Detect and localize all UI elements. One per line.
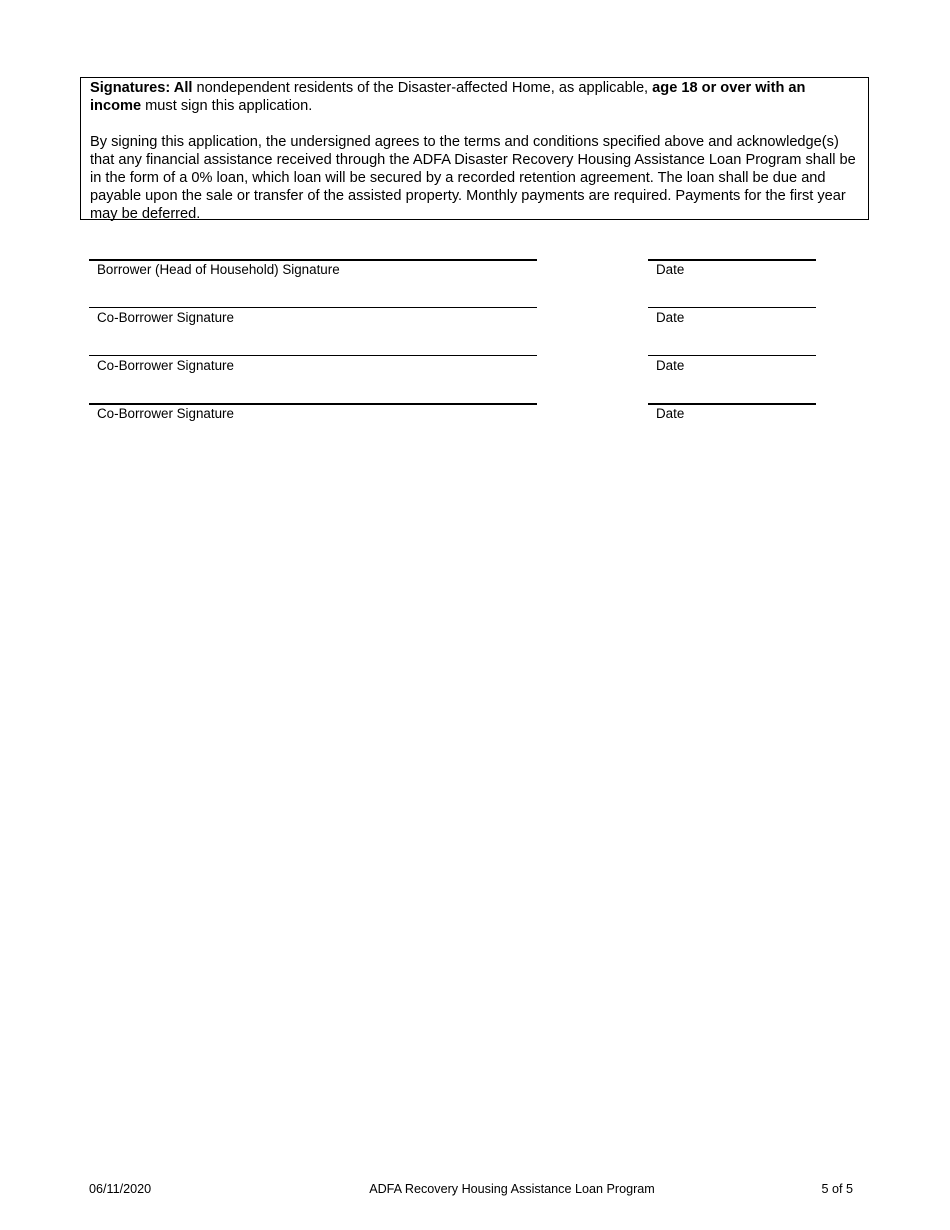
signature-row-co-borrower-3 <box>0 403 950 443</box>
signatures-lead-text: Signatures: All <box>90 80 193 96</box>
footer-date: 06/11/2020 <box>89 1182 152 1196</box>
signature-row-co-borrower-1 <box>0 307 950 347</box>
co-borrower-2-date-label: Date <box>656 358 685 373</box>
co-borrower-1-date-label: Date <box>656 310 685 325</box>
requirement-text-end: must sign this application. <box>141 98 313 114</box>
co-borrower-3-date-line[interactable] <box>648 403 816 405</box>
page-footer <box>0 1181 950 1197</box>
requirement-text: nondependent residents of the Disaster-affected Home, as applicable, <box>192 80 653 96</box>
borrower-date-label: Date <box>656 262 685 277</box>
co-borrower-1-signature-line[interactable] <box>89 307 537 308</box>
signature-row-borrower <box>0 259 950 299</box>
borrower-signature-label: Borrower (Head of Household) Signature <box>97 262 340 277</box>
age-income-text: age 18 or over with an income <box>90 80 806 114</box>
co-borrower-2-signature-line[interactable] <box>89 355 537 356</box>
co-borrower-2-date-line[interactable] <box>648 355 816 356</box>
co-borrower-3-signature-line[interactable] <box>89 403 537 405</box>
co-borrower-3-signature-label: Co-Borrower Signature <box>97 406 234 421</box>
footer-program-title: ADFA Recovery Housing Assistance Loan Program <box>369 1182 655 1196</box>
co-borrower-1-date-line[interactable] <box>648 307 816 308</box>
agreement-paragraph: By signing this application, the undersigned agrees to the terms and conditions specified above and acknowledge(s) that any financial assistance received through the ADFA Disaster Recovery Housing Assistance Loan Program shall be in the form of a 0% loan, which loan will be secured by a recorded retention agreement. The loan shall be due and payable upon the sale or transfer of the assisted property. Monthly payments are required. Payments for the first year may be deferred. <box>90 134 856 222</box>
signature-requirement-paragraph <box>90 79 860 115</box>
borrower-signature-line[interactable] <box>89 259 537 261</box>
co-borrower-1-signature-label: Co-Borrower Signature <box>97 310 234 325</box>
co-borrower-3-date-label: Date <box>656 406 685 421</box>
footer-page-number: 5 of 5 <box>821 1182 853 1196</box>
signature-row-co-borrower-2 <box>0 355 950 395</box>
signature-notice-box <box>80 77 869 220</box>
co-borrower-2-signature-label: Co-Borrower Signature <box>97 358 234 373</box>
borrower-date-line[interactable] <box>648 259 816 261</box>
